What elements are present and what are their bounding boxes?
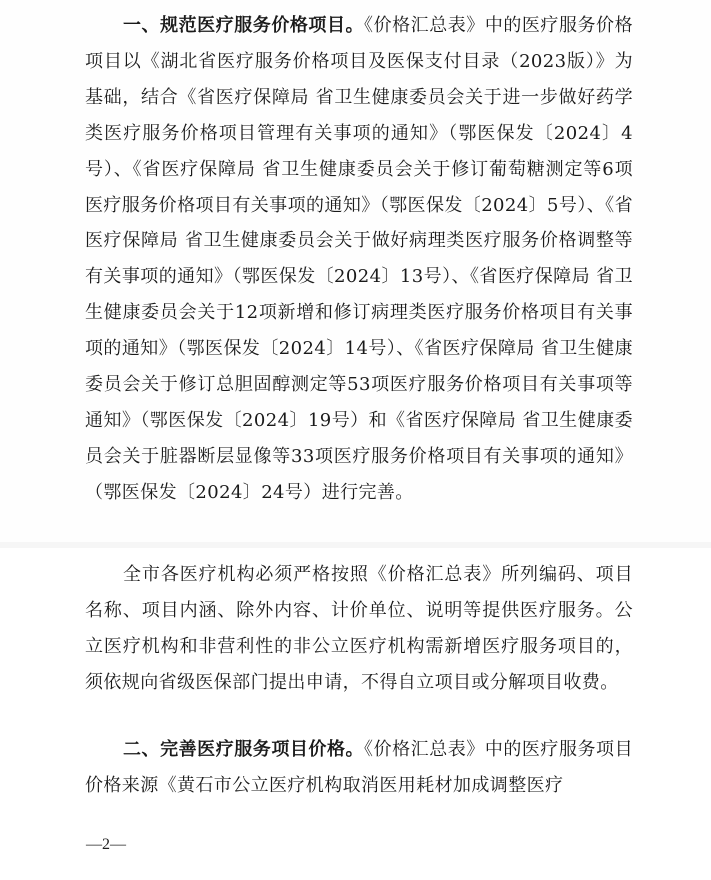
section-1-body: 《价格汇总表》中的医疗服务价格项目以《湖北省医疗服务价格项目及医保支付目录（2023版）》为基础，结合《省医疗保障局 省卫生健康委员会关于进一步做好药学类医疗服务价格项目管理有关事项的通知》（鄂医保发〔2024〕4号）、《省医疗保障局 省卫生健康委员会关于修订葡萄糖测定等6项医疗服务价格项目有关事项的通知》（鄂医保发〔2024〕5号）、《省医疗保障局 省卫生健康委员会关于做好病理类医疗服务价格调整等有关事项的通知》（鄂医保发〔2024〕13号）、《省医疗保障局 省卫生健康委员会关于12项新增和修订病理类医疗服务价格项目有关事项的通知》（鄂医保发〔2024〕14号）、《省医疗保障局 省卫生健康委员会关于修订总胆固醇测定等53项医疗服务价格项目有关事项等通知》（鄂医保发〔2024〕19号）和《省医疗保障局 省卫生健康委员会关于脏器断层显像等33项医疗服务价格项目有关事项的通知》（鄂医保发〔2024〕24号）进行完善。 — [85, 15, 633, 503]
section-2-body: 《价格汇总表》中的医疗服务项目价格来源《黄石市公立医疗机构取消医用耗材加成调整医疗 — [85, 739, 633, 796]
section-2-paragraph — [85, 732, 633, 804]
page-number: —2— — [86, 836, 126, 853]
section-2-heading: 二、完善医疗服务项目价格。 — [123, 739, 365, 760]
paragraph-2: 全市各医疗机构必须严格按照《价格汇总表》所列编码、项目名称、项目内涵、除外内容、计价单位、说明等提供医疗服务。公立医疗机构和非营利性的非公立医疗机构需新增医疗服务项目的，须依规向省级医保部门提出申请，不得自立项目或分解项目收费。 — [85, 564, 633, 693]
section-1-heading: 一、规范医疗服务价格项目。 — [123, 15, 365, 36]
section-1-paragraph — [85, 8, 633, 511]
